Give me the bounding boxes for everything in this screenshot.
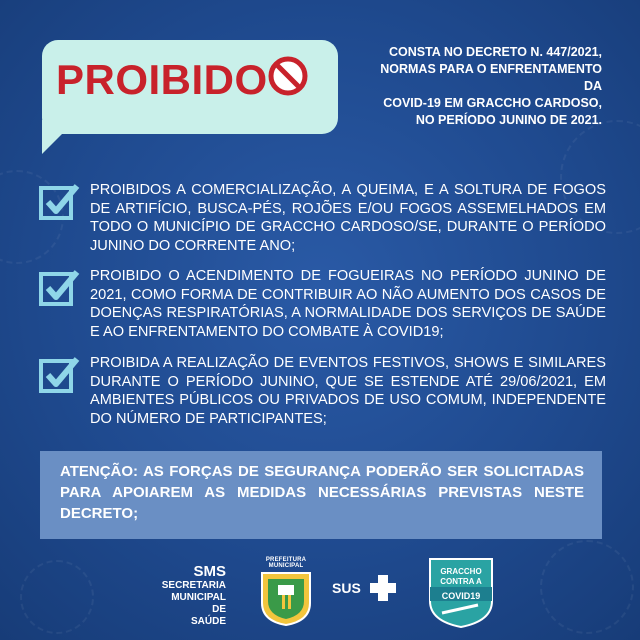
decree-line: CONSTA NO DECRETO N. 447/2021, [388, 45, 602, 59]
attention-box [40, 451, 602, 539]
decree-notice [362, 44, 602, 129]
sms-logo [160, 563, 226, 628]
prefeitura-logo [254, 557, 318, 627]
sms-abbr: SMS [193, 563, 226, 580]
sms-line: SAÚDE [190, 616, 226, 627]
decree-line: NORMAS PARA O ENFRENTAMENTO DA [380, 62, 602, 93]
attention-text: ATENÇÃO: AS FORÇAS DE SEGURANÇA PODERÃO SER SOLICITADAS PARA APOIAREM AS MEDIDAS NECESSÁRIAS PREVISTAS NESTE DECRETO; [60, 463, 584, 522]
footer-logos [0, 555, 640, 635]
checkbox-checked-icon [38, 268, 80, 310]
no-sign-icon [268, 56, 308, 96]
covid-line: CONTRA A [440, 577, 482, 586]
sus-label: SUS [332, 580, 361, 596]
checkbox-checked-icon [38, 355, 80, 397]
title-bubble-tail [42, 120, 76, 154]
sms-line: MUNICIPAL DE [171, 592, 226, 615]
covid-line: COVID19 [441, 591, 481, 601]
sus-logo [332, 575, 396, 601]
item-text: PROIBIDOS A COMERCIALIZAÇÃO, A QUEIMA, E A SOLTURA DE FOGOS DE ARTIFÍCIO, BUSCA-PÉS, ROJÕES E/OU FOGOS ASSEMELHADOS EM TODO O MUNICÍPIO DE GRACCHO CARDOSO/SE, DURANTE O PERÍODO JUNINO DO CORRENTE ANO; [90, 182, 606, 254]
decree-line: COVID-19 EM GRACCHO CARDOSO, [383, 96, 602, 110]
sms-line: SECRETARIA [161, 580, 226, 591]
decree-line: NO PERÍODO JUNINO DE 2021. [415, 113, 602, 127]
item-text: PROIBIDA A REALIZAÇÃO DE EVENTOS FESTIVOS, SHOWS E SIMILARES DURANTE O PERÍODO JUNINO, QUE SE ESTENDE ATÉ 29/06/2021, EM AMBIENTES PÚBLICOS OU PRIVADOS DE USO COMUM, INDEPENDENTE DO NÚMERO DE PARTICIPANTES; [90, 355, 606, 427]
covid-line: GRACCHO [440, 567, 482, 576]
checkbox-checked-icon [38, 182, 80, 224]
item-text: PROIBIDO O ACENDIMENTO DE FOGUEIRAS NO PERÍODO JUNINO DE 2021, COMO FORMA DE CONTRIBUIR AO NÃO AUMENTO DOS CASOS DE DOENÇAS RESPIRATÓRIAS, A NORMALIDADE DOS SERVIÇOS DE SAÚDE E AO ENFRENTAMENTO DO COMBATE À COVID19; [90, 268, 606, 340]
municipal-seal-icon [258, 569, 314, 627]
covid-badge [426, 555, 496, 629]
page-title: PROIBIDO [56, 56, 268, 103]
cross-icon [370, 575, 396, 601]
prefeitura-label: PREFEITURA MUNICIPAL [265, 557, 307, 569]
